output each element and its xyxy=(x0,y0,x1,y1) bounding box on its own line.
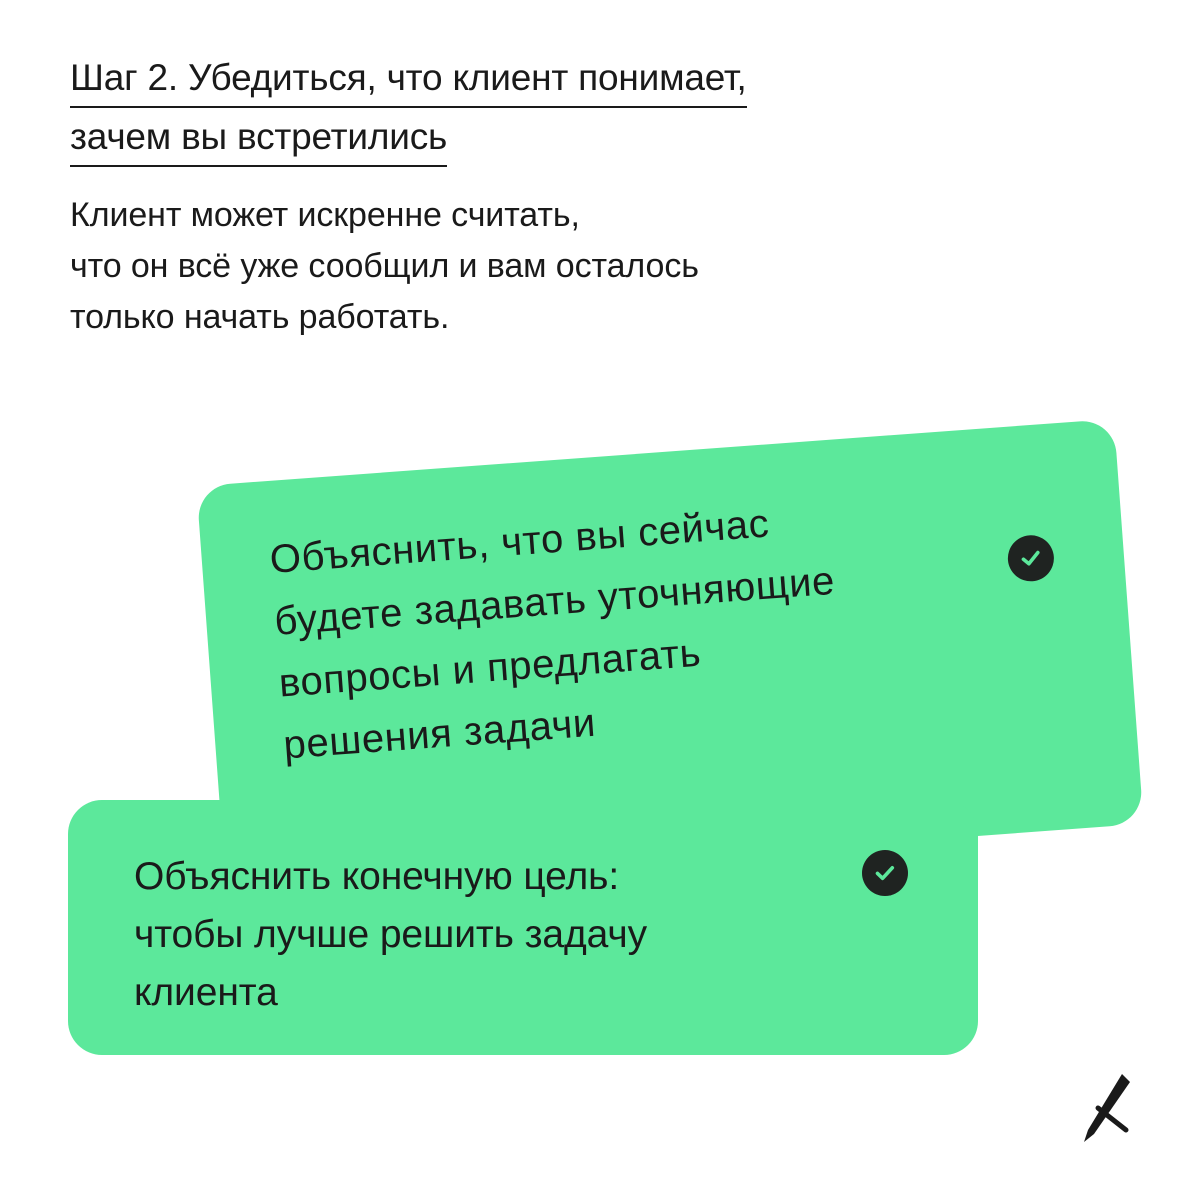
intro-paragraph-line-1: Клиент может искренне считать, xyxy=(70,196,580,234)
card-text xyxy=(134,848,834,1022)
pen-nib-icon xyxy=(1068,1068,1138,1148)
card-text-line-3: вопросы и предлагать xyxy=(277,630,703,706)
checklist-card-explain-goal xyxy=(68,800,978,1055)
check-circle-icon xyxy=(1006,534,1055,583)
card-text-line-1: Объяснить конечную цель: xyxy=(134,855,620,898)
card-text-line-4: решения задачи xyxy=(281,700,598,768)
page-title xyxy=(70,52,970,170)
intro-paragraph xyxy=(70,190,990,343)
intro-paragraph-line-3: только начать работать. xyxy=(70,298,450,336)
check-circle-icon xyxy=(862,850,908,896)
card-text-line-2: чтобы лучше решить задачу xyxy=(134,913,647,956)
card-text-line-2: будете задавать уточняющие xyxy=(272,558,837,644)
page-title-line-2: зачем вы встретились xyxy=(70,111,447,167)
page-title-line-1: Шаг 2. Убедиться, что клиент понимает, xyxy=(70,52,747,108)
intro-paragraph-line-2: что он всё уже сообщил и вам осталось xyxy=(70,247,699,285)
card-text-line-1: Объяснить, что вы сейчас xyxy=(268,501,771,582)
card-text xyxy=(268,476,1014,777)
card-text-line-3: клиента xyxy=(134,971,278,1014)
